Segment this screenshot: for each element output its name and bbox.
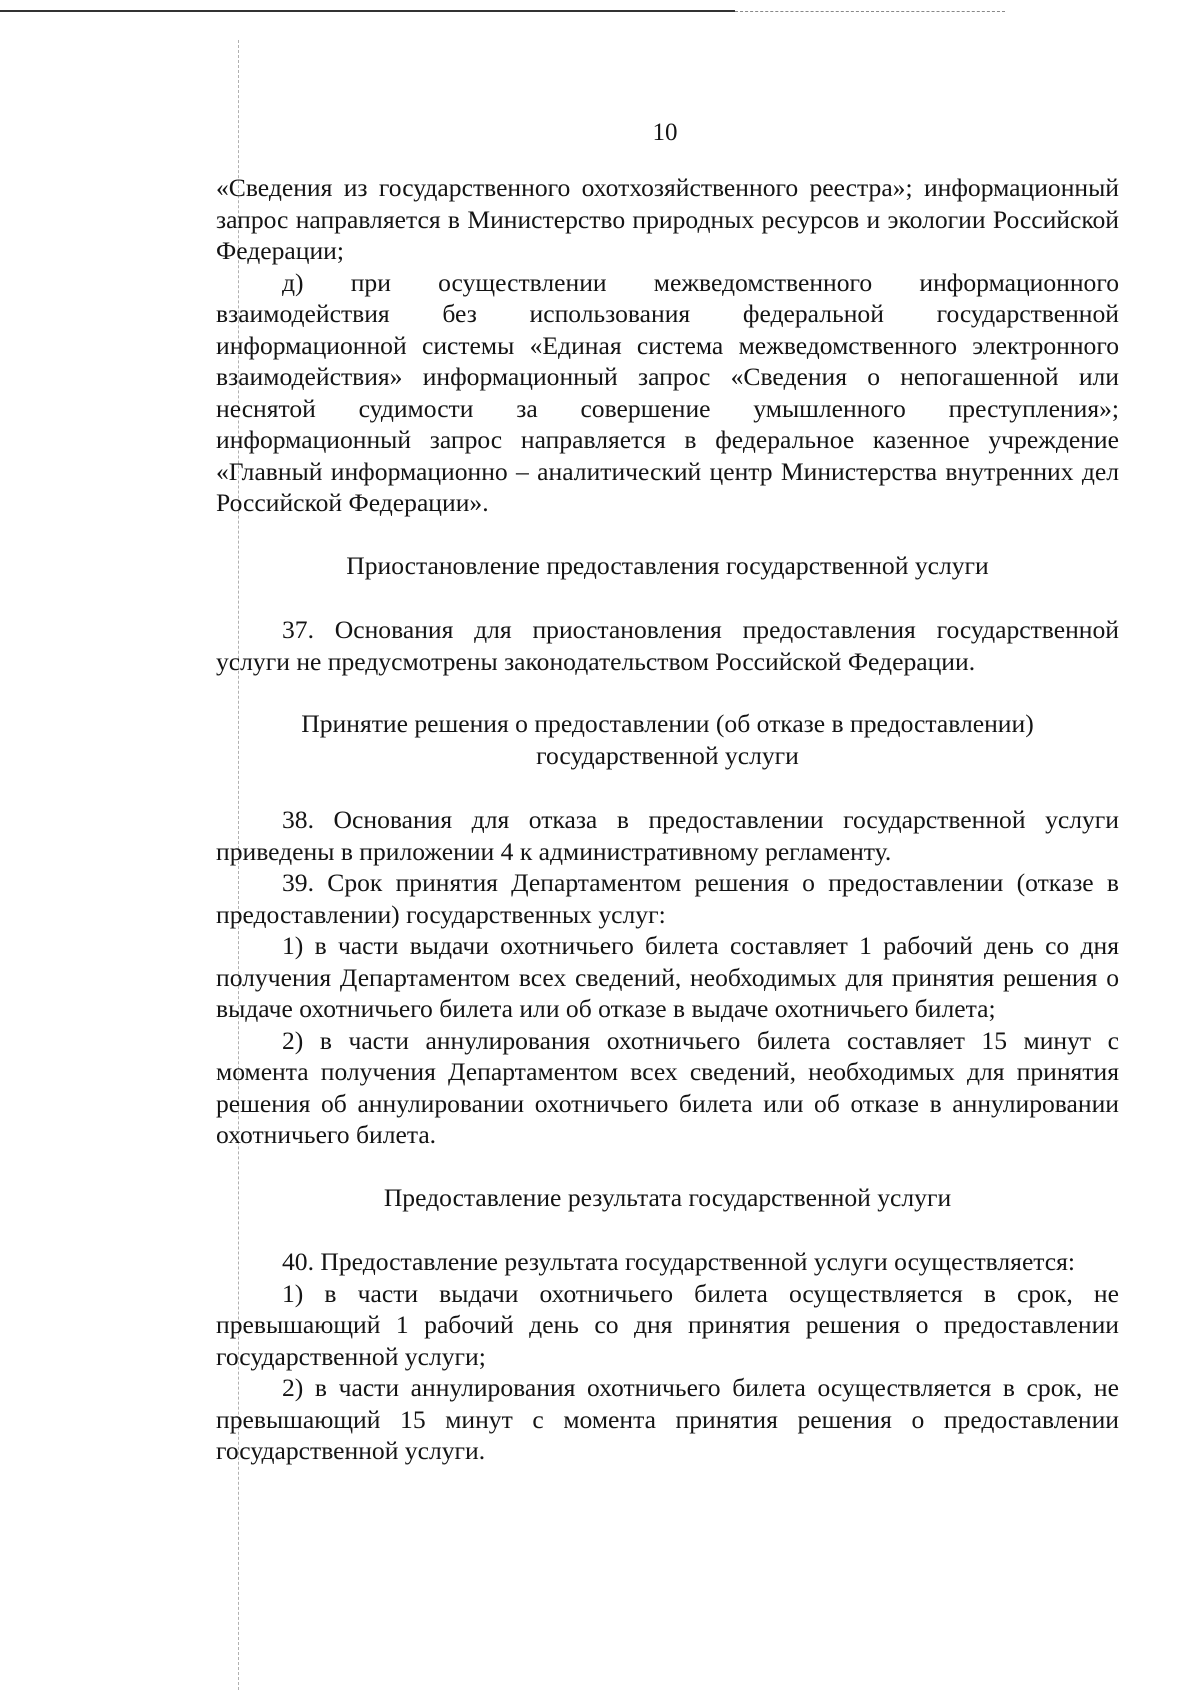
paragraph-40-1: 1) в части выдачи охотничьего билета осуществляется в срок, не превышающий 1 рабочий день со дня принятия решения о предоставлении государственной услуги; xyxy=(216,1278,1119,1371)
paragraph-40-2: 2) в части аннулирования охотничьего билета осуществляется в срок, не превышающий 15 минут с момента принятия решения о предоставлении государственной услуги. xyxy=(216,1373,1119,1465)
paragraph-37: 37. Основания для приостановления предоставления государственной услуги не предусмотрены законодательством Российской Федерации. xyxy=(216,615,1119,676)
page-number: 10 xyxy=(652,119,678,146)
section-heading-decision-line2: государственной услуги xyxy=(536,740,799,770)
paragraph-39: 39. Срок принятия Департаментом решения о предоставлении (отказе в предоставлении) государственных услуг: xyxy=(216,868,1119,929)
paragraph-39-2: 2) в части аннулирования охотничьего билета составляет 15 минут с момента получения Департаментом всех сведений, необходимых для принятия решения об аннулировании охотничьего билета или об отказе в аннулировании охотничьего билета. xyxy=(216,1025,1119,1149)
paragraph-39-1: 1) в части выдачи охотничьего билета составляет 1 рабочий день со дня получения Департаментом всех сведений, необходимых для принятия решения о выдаче охотничьего билета или об отказе в выдаче охотничьего билета; xyxy=(216,931,1119,1023)
section-heading-decision xyxy=(216,708,1119,771)
section-heading-decision-line1: Принятие решения о предоставлении (об отказе в предоставлении) xyxy=(301,709,1034,738)
top-rule xyxy=(0,10,735,12)
top-rule-tail xyxy=(735,11,1005,12)
section-heading-result: Предоставление результата государственной услуги xyxy=(383,1182,952,1212)
paragraph-40: 40. Предоставление результата государственной услуги осуществляется: xyxy=(282,1247,1076,1276)
paragraph-38: 38. Основания для отказа в предоставлении государственной услуги приведены в приложении 4 к административному регламенту. xyxy=(216,805,1119,866)
paragraph-continuation: «Сведения из государственного охотхозяйственного реестра»; информационный запрос направляется в Министерство природных ресурсов и экологии Российской Федерации; xyxy=(216,173,1119,265)
paragraph-item-d: д) при осуществлении межведомственного информационного взаимодействия без использования федеральной государственной информационной системы «Единая система межведомственного электронного взаимодействия» информационный запрос «Сведения о непогашенной или неснятой судимости за совершение умышленного преступления»; информационный запрос направляется в федеральное казенное учреждение «Главный информационно – аналитический центр Министерства внутренних дел Российской Федерации». xyxy=(216,267,1119,517)
section-heading-suspension: Приостановление предоставления государственной услуги xyxy=(346,550,989,580)
document-body xyxy=(216,172,1119,1467)
